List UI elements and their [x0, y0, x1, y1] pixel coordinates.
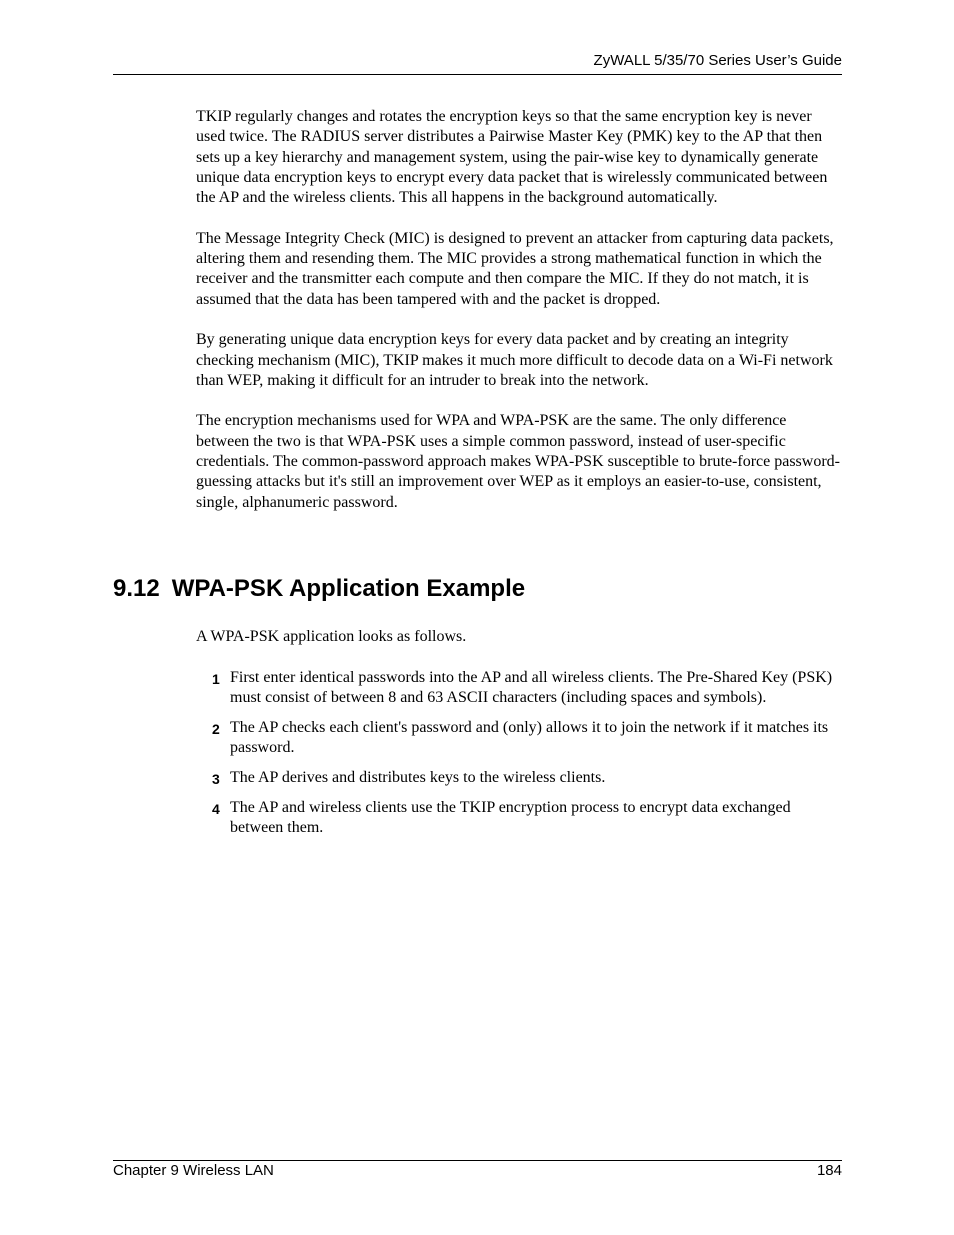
running-header-title: ZyWALL 5/35/70 Series User’s Guide: [593, 52, 842, 69]
section-intro: A WPA-PSK application looks as follows.: [196, 628, 467, 645]
step-text: First enter identical passwords into the AP and all wireless clients. The Pre-Shared Key (PSK) must consist of between 8 and 63 ASCII characters (including spaces and symbols).: [230, 669, 833, 707]
step-text: The AP checks each client's password and (only) allows it to join the network if it matches its password.: [230, 718, 829, 757]
section-number: 9.12: [113, 575, 160, 602]
footer-page-number: 184: [816, 1162, 842, 1179]
step-number: 3: [212, 770, 220, 787]
step-number: 1: [212, 671, 220, 687]
paragraph-mic: The Message Integrity Check (MIC) is designed to prevent an attacker from capturing data packets, altering them and resending them. The MIC provides a strong mathematical function in which the receiver and the transmitter each compute and then compare the MIC. If they do not match, it is assumed that the data has been tampered with and the packet is dropped.: [196, 229, 834, 308]
paragraph-encryption-mechanisms: The encryption mechanisms used for WPA and WPA-PSK are the same. The only difference between the two is that WPA-PSK uses a simple common password, instead of user-specific credentials. The common-password approach makes WPA-PSK susceptible to brute-force password-guessing attacks but it's still an improvement over WEP as it employs an easier-to-use, consistent, single, alphanumeric password.: [196, 412, 840, 511]
step-number: 4: [212, 800, 220, 817]
list-item: [196, 668, 842, 709]
section-title: WPA-PSK Application Example: [171, 575, 526, 602]
step-text: The AP derives and distributes keys to the wireless clients.: [230, 768, 606, 786]
paragraph-integrity: By generating unique data encryption keys for every data packet and by creating an integrity checking mechanism (MIC), TKIP makes it much more difficult to decode data on a Wi-Fi network than WEP, making it difficult for an intruder to break into the network.: [196, 331, 833, 389]
footer-rule: [113, 1160, 842, 1161]
steps-list: [196, 668, 842, 848]
footer-chapter: Chapter 9 Wireless LAN: [113, 1162, 274, 1179]
step-text: The AP and wireless clients use the TKIP encryption process to encrypt data exchanged between them.: [230, 798, 791, 836]
paragraph-tkip: TKIP regularly changes and rotates the encryption keys so that the same encryption key is never used twice. The RADIUS server distributes a Pairwise Master Key (PMK) key to the AP that then sets up a key hierarchy and management system, using the pair-wise key to dynamically generate unique data encryption keys to encrypt every data packet that is wirelessly communicated between the AP and the wireless clients. This all happens in the background automatically.: [196, 108, 828, 207]
list-item: [196, 768, 842, 788]
list-item: [196, 798, 842, 839]
step-number: 2: [212, 720, 220, 737]
body-text: [196, 107, 842, 533]
section-heading: [113, 574, 525, 604]
header-rule: [113, 74, 842, 75]
list-item: [196, 718, 842, 759]
